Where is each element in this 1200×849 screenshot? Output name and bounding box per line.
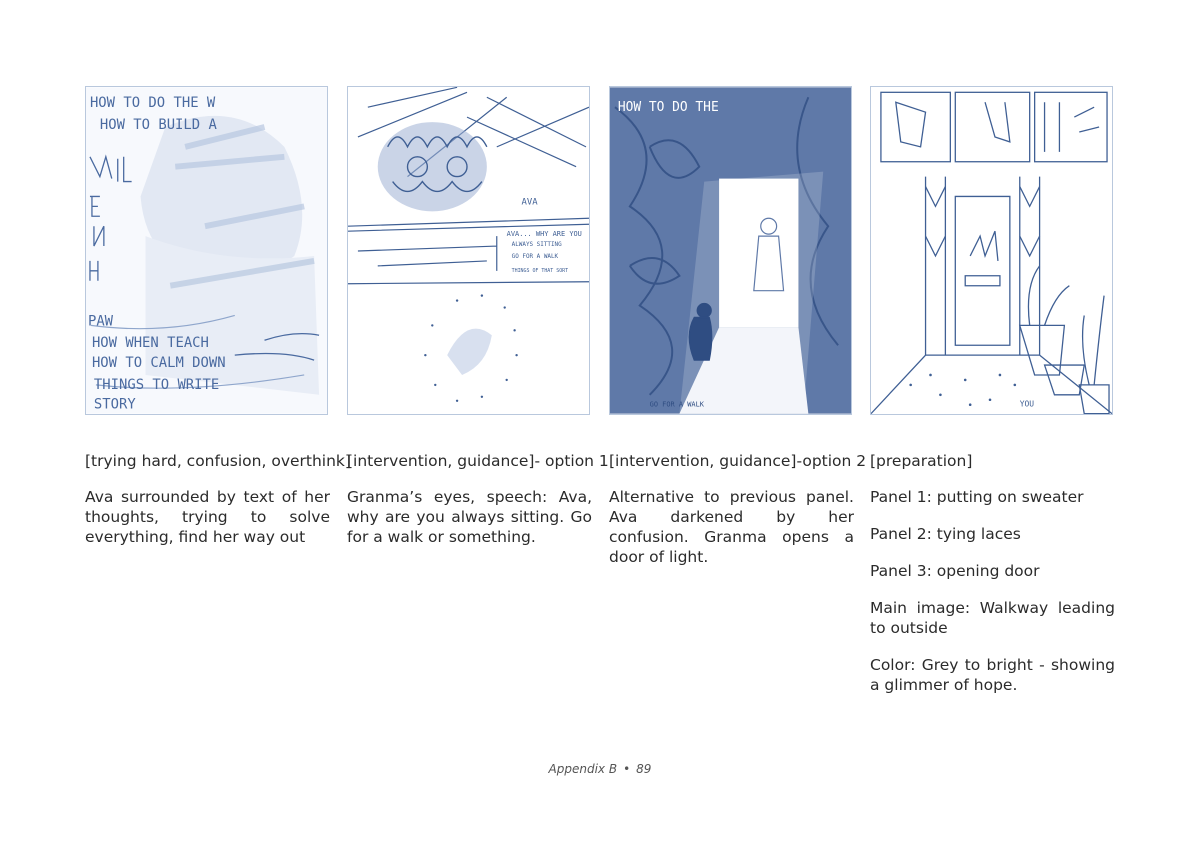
p1-sketch-text-4: HOW TO CALM DOWN	[91, 355, 226, 372]
panel-4-line-4: Main image: Walkway leading to outside	[870, 599, 1115, 637]
panel-3-heading: [intervention, guidance]-option 2	[609, 452, 867, 470]
p2-speech-2: ALWAYS SITTING	[511, 241, 562, 249]
panel-3-caption	[609, 451, 867, 584]
panel-4-line-1: Panel 1: putting on sweater	[870, 488, 1084, 506]
p3-sketch-text-1: HOW TO DO THE	[617, 100, 719, 116]
panel-4-line-5: Color: Grey to bright - showing a glimmer of hope.	[870, 656, 1115, 694]
storyboard-panel-4	[870, 86, 1113, 415]
p1-sketch-text-7: PAW	[87, 313, 114, 330]
p1-sketch-text-2: HOW TO BUILD A	[99, 117, 217, 134]
panel-2-description: Granma’s eyes, speech: Ava, why are you always sitting. Go for a walk or something.	[347, 488, 592, 546]
storyboard-panel-2	[347, 86, 590, 415]
page-footer	[0, 762, 1200, 776]
panel-4-line-3: Panel 3: opening door	[870, 562, 1040, 580]
sketch-preparation-illustration	[871, 87, 1112, 414]
panel-3-description: Alternative to previous panel. Ava darkened by her confusion. Granma opens a door of light.	[609, 488, 854, 566]
p3-sketch-text-2: GO FOR A WALK	[649, 400, 704, 409]
p2-speech-4: THINGS OF THAT SORT	[511, 267, 569, 274]
panel-4-caption	[870, 451, 1115, 712]
panel-1-caption	[85, 451, 351, 564]
panel-2-heading: [intervention, guidance]- option 1	[347, 452, 609, 470]
panel-1-description: Ava surrounded by text of her thoughts, trying to solve everything, find her way out	[85, 488, 330, 546]
page-number: 89	[636, 762, 652, 776]
p1-sketch-text-5: THINGS TO WRITE	[93, 376, 220, 393]
sketch-confusion-illustration	[86, 87, 327, 414]
panel-4-heading: [preparation]	[870, 452, 973, 470]
p4-sketch-text: YOU	[1019, 399, 1035, 409]
sketch-door-of-light-illustration	[610, 87, 851, 414]
p1-sketch-text-3: HOW WHEN TEACH	[91, 335, 209, 352]
storyboard-panel-3	[609, 86, 852, 415]
footer-separator: •	[623, 762, 631, 776]
panel-1-heading: [trying hard, confusion, overthink]	[85, 452, 351, 470]
p1-sketch-text-6: STORY	[93, 396, 136, 413]
p2-name-label: AVA	[521, 197, 538, 208]
panel-2-caption	[347, 451, 609, 564]
panel-4-line-2: Panel 2: tying laces	[870, 525, 1021, 543]
p2-speech-3: GO FOR A WALK	[511, 252, 559, 260]
storyboard-panel-1	[85, 86, 328, 415]
p2-speech-1: AVA... WHY ARE YOU	[506, 230, 582, 239]
sketch-granma-eyes-illustration	[348, 87, 589, 414]
p1-sketch-text-1: HOW TO DO THE W	[89, 95, 216, 112]
footer-label: Appendix B	[548, 762, 618, 776]
